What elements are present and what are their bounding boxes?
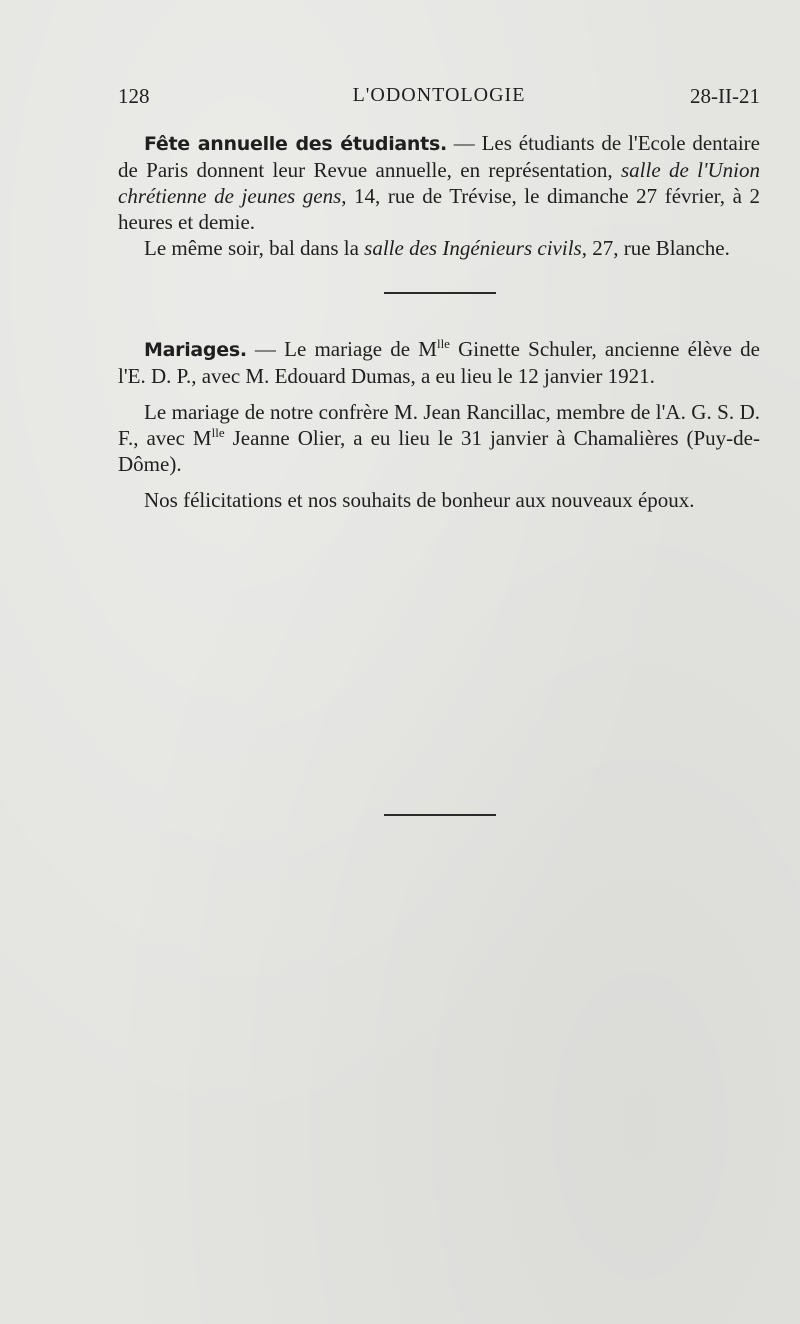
paragraph: Nos félicitations et nos souhaits de bonheur aux nouveaux époux. [144,488,695,512]
journal-title: L'ODONTOLOGIE [352,84,526,106]
page-number: 128 [118,84,150,108]
section-divider [384,292,496,294]
running-head [118,84,760,114]
paragraph: Mariages. — Le mariage de $M^{lle}$ Ginette Schuler, ancienne élève de l'E. D. P., avec M. Edouard Dumas, a eu lieu le 12 janvier 1921. [118,336,760,388]
paragraph: Le mariage de notre confrère M. Jean Rancillac, membre de l'A. G. S. D. F., avec $M^{lle}$ Jeanne Olier, a eu lieu le 31 janvier à Chamalières (Puy-de-Dôme). [118,400,760,476]
issue-date: 28-II-21 [690,84,760,108]
end-divider [384,814,496,816]
paragraph: Fête annuelle des étudiants. — Les étudiants de l'Ecole dentaire de Paris donnent leur Revue annuelle, en représentation, salle de l'Union chrétienne de jeunes gens, 14, rue de Trévise, le dimanche 27 février, à 2 heures et demie. [118,131,760,234]
section-heading: Mariages. [144,339,247,361]
paragraph: Le même soir, bal dans la salle des Ingénieurs civils, 27, rue Blanche. [144,236,730,260]
section-fete-etudiants [118,130,760,261]
section-mariages [118,336,760,513]
section-heading: Fête annuelle des étudiants. [144,133,447,155]
